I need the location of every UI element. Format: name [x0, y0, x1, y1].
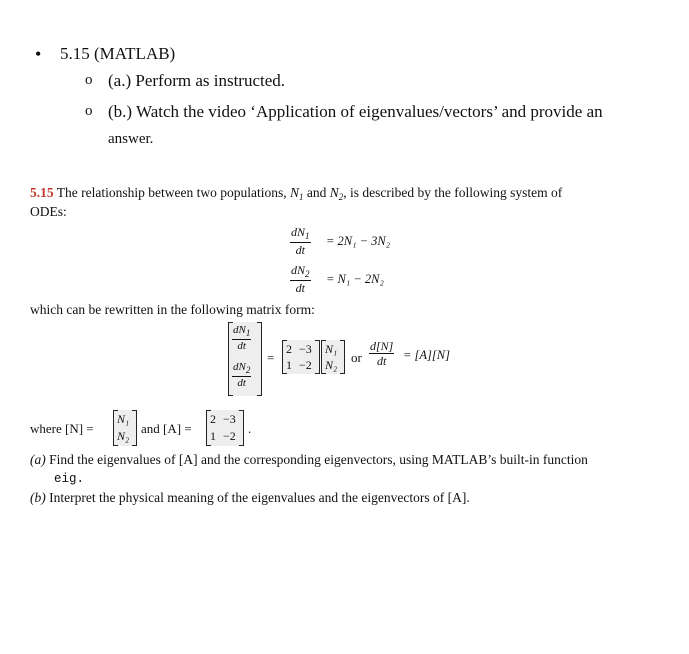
bullet-dot: • — [35, 44, 42, 64]
eq2-fraction: $\frac{dN_2}{dt}$ — [291, 263, 310, 295]
eq1-rhs: = 2N₁ − 3N₂ — [326, 234, 391, 248]
part-b-text: Interpret the physical meaning of the eigenvalues and the eigenvectors of [A]. — [49, 490, 470, 505]
part-a-label: (a) — [30, 452, 46, 467]
sub-bullet-b-symbol: o — [85, 103, 93, 119]
where-text: where [N] = — [30, 421, 94, 436]
sub-bullet-b-continuation: answer. — [108, 131, 154, 147]
problem-intro-text: The relationship between two populations, — [56, 185, 287, 200]
part-b — [30, 490, 470, 506]
bullet-main-text: 5.15 (MATLAB) — [60, 44, 176, 63]
vector-n-def: N₁ N₂ — [113, 410, 137, 446]
matrix-equals: = — [267, 350, 275, 365]
part-a-text: Find the eigenvalues of [A] and the corresponding eigenvectors, using MATLAB’s built-in function — [49, 452, 588, 467]
problem-intro-line2: ODEs: — [30, 204, 67, 219]
eq2-rhs: = N₁ − 2N₂ — [326, 272, 384, 286]
derivative-vector: $\frac{dN_1}{dt}$ $\frac{dN_2}{dt}$ — [228, 322, 262, 396]
matrix-a-def: 2 −3 1 −2 — [206, 410, 244, 446]
or-text: or — [351, 350, 362, 365]
problem-intro: 5.15 The relationship between two populations, $N_1$ and $N_2$, is described by the following system of — [30, 185, 563, 202]
compact-rhs: = [A][N] — [403, 348, 450, 362]
matrix-a-inline: 2 −3 1 −2 — [282, 340, 320, 374]
var-n2: $N_2$ — [329, 185, 344, 202]
end-period: . — [248, 421, 252, 436]
part-a-code: eig. — [54, 472, 85, 486]
vector-n-inline: N₁ N₂ — [321, 340, 345, 374]
part-a — [30, 452, 588, 468]
compact-fraction: $\frac{d[N]}{dt}$ — [370, 339, 394, 368]
problem-number: 5.15 — [30, 185, 54, 200]
problem-intro-end: , is described by the following system of — [343, 185, 563, 200]
var-n1: $N_1$ — [289, 185, 304, 202]
sub-bullet-a-symbol: o — [85, 72, 93, 88]
part-b-label: (b) — [30, 490, 46, 505]
eq1-fraction: $\frac{dN_1}{dt}$ — [291, 225, 310, 257]
sub-bullet-b-text: (b.) Watch the video ‘Application of eigenvalues/vectors’ and provide an — [108, 102, 603, 121]
sub-bullet-a-text: (a.) Perform as instructed. — [108, 71, 286, 90]
rewrite-text: which can be rewritten in the following matrix form: — [30, 302, 315, 317]
and-text: and [A] = — [141, 421, 192, 436]
